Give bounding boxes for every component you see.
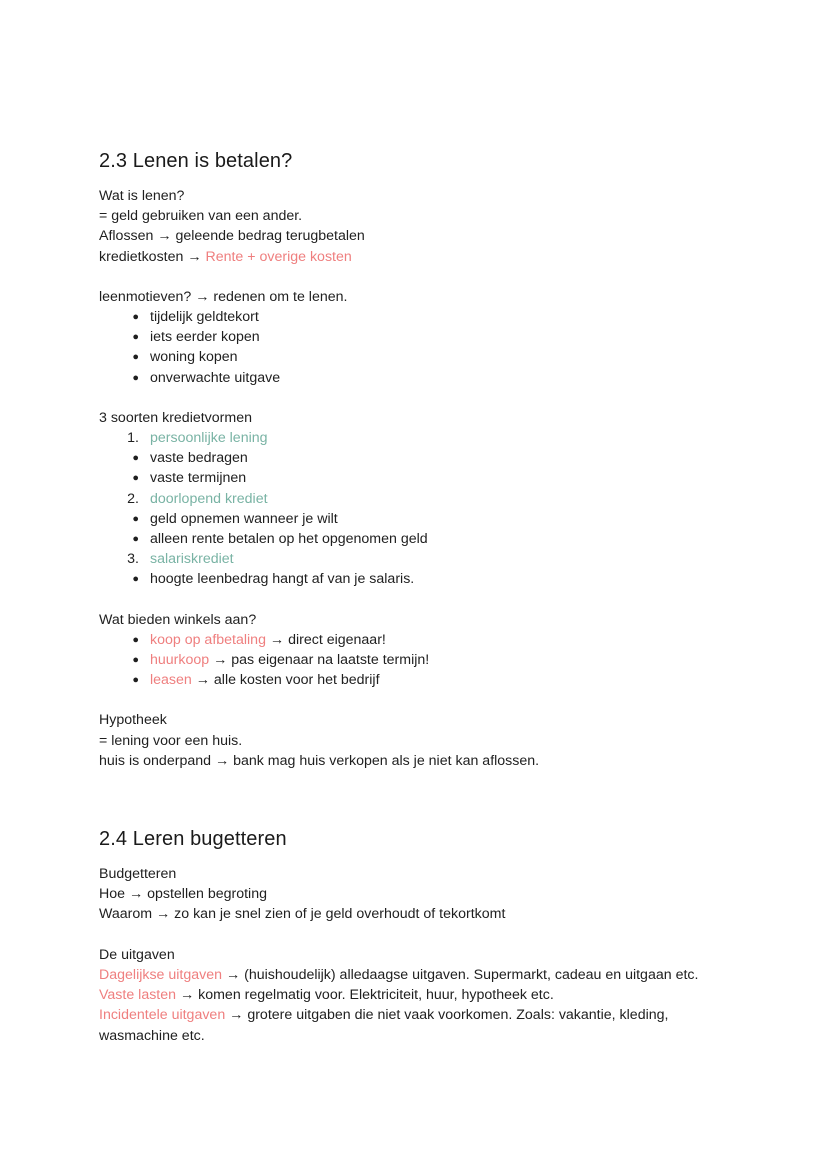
shop-term: huurkoop <box>150 652 210 669</box>
list-item <box>99 529 731 549</box>
bullet-icon: ● <box>132 654 139 667</box>
list-item <box>99 670 731 690</box>
hoe-term: Hoe <box>99 886 129 903</box>
list-item <box>99 569 731 589</box>
expense-description: grotere uitgaben die niet vaak voorkomen. Zoals: vakantie, kleding, wasmachine etc. <box>99 1007 669 1044</box>
list-item-label: vaste bedragen <box>150 450 248 467</box>
bullet-icon: ● <box>132 533 139 546</box>
expense-term: Incidentele uitgaven <box>99 1007 226 1024</box>
list-item <box>99 549 731 569</box>
expense-description: komen regelmatig voor. Elektriciteit, huur, hypotheek etc. <box>198 987 554 1004</box>
list-item-label: tijdelijk geldtekort <box>150 309 259 326</box>
winkels-list <box>99 630 731 691</box>
section-heading-2-4: 2.4 Leren bugetteren <box>99 828 287 851</box>
list-item-label: salariskrediet <box>150 551 234 568</box>
arrow-icon: → <box>156 906 171 923</box>
kredietvormen-lead-text: 3 soorten kredietvormen <box>99 409 252 426</box>
document-body <box>99 148 731 1046</box>
budgetteren-waarom-line <box>99 904 731 924</box>
leenmotieven-definition: redenen om te lenen. <box>209 288 348 305</box>
list-item <box>99 327 731 347</box>
arrow-icon: → <box>179 987 195 1004</box>
uitgaven-dagelijkse-line <box>99 965 731 985</box>
shop-description: direct eigenaar! <box>288 631 386 648</box>
bullet-icon: ● <box>132 512 139 525</box>
list-item-label: geld opnemen wanneer je wilt <box>150 510 338 527</box>
list-item <box>99 630 731 650</box>
kredietkosten-definition: Rente + overige kosten <box>201 248 352 265</box>
number-marker: 1. <box>127 430 139 447</box>
list-item-label: persoonlijke lening <box>150 430 268 447</box>
uitgaven-vaste-lasten-line <box>99 985 731 1005</box>
uitgaven-lead: De uitgaven <box>99 946 175 963</box>
hoe-description: opstellen begroting <box>143 886 267 903</box>
section-heading-2-3: 2.3 Lenen is betalen? <box>99 150 293 172</box>
arrow-icon: → <box>128 886 144 903</box>
arrow-icon: → <box>229 1007 244 1024</box>
bullet-icon: ● <box>132 311 139 324</box>
hypotheek-title: Hypotheek <box>99 712 167 729</box>
waarom-description: zo kan je snel zien of je geld overhoudt of tekortkomt <box>170 906 506 923</box>
list-item <box>99 347 731 367</box>
intro-line-kredietkosten <box>99 247 731 267</box>
expense-description: (huishoudelijk) alledaagse uitgaven. Supermarkt, cadeau en uitgaan etc. <box>244 966 699 983</box>
arrow-icon: → <box>269 631 285 648</box>
list-item-label: woning kopen <box>150 349 238 366</box>
uitgaven-block <box>99 945 731 1046</box>
arrow-icon: → <box>157 228 172 245</box>
bullet-icon: ● <box>132 633 139 646</box>
bullet-icon: ● <box>132 371 139 384</box>
bullet-icon: ● <box>132 674 139 687</box>
onderpand-term: huis is onderpand <box>99 752 215 769</box>
hypotheek-block <box>99 710 731 771</box>
leenmotieven-term: leenmotieven? <box>99 288 196 305</box>
list-item <box>99 368 731 388</box>
aflossen-term: Aflossen <box>99 228 158 245</box>
list-item <box>99 489 731 509</box>
budgetteren-block <box>99 864 731 925</box>
arrow-icon: → <box>195 672 210 689</box>
arrow-icon: → <box>226 966 241 983</box>
hypotheek-onderpand-line <box>99 751 731 771</box>
number-marker: 3. <box>127 551 139 568</box>
onderpand-description: bank mag huis verkopen als je niet kan aflossen. <box>229 752 540 769</box>
list-item-label: doorlopend krediet <box>150 490 268 507</box>
aflossen-definition: geleende bedrag terugbetalen <box>171 228 365 245</box>
list-item <box>99 509 731 529</box>
kredietvormen-list <box>99 428 731 590</box>
shop-description: pas eigenaar na laatste termijn! <box>231 652 430 669</box>
leenmotieven-line <box>99 287 731 307</box>
list-item-label: vaste termijnen <box>150 470 247 487</box>
list-item-label: hoogte leenbedrag hangt af van je salaris. <box>150 571 415 588</box>
bullet-icon: ● <box>132 452 139 465</box>
winkels-lead-text: Wat bieden winkels aan? <box>99 611 257 628</box>
bullet-icon: ● <box>132 351 139 364</box>
kredietkosten-term: kredietkosten <box>99 248 188 265</box>
list-item <box>99 307 731 327</box>
list-item <box>99 468 731 488</box>
leenmotieven-list <box>99 307 731 388</box>
intro-line-definitie: = geld gebruiken van een ander. <box>99 208 303 225</box>
budgetteren-title: Budgetteren <box>99 866 177 883</box>
arrow-icon: → <box>187 248 202 265</box>
arrow-icon: → <box>195 288 210 305</box>
leenmotieven-lead <box>99 287 731 307</box>
budgetteren-hoe-line <box>99 884 731 904</box>
list-item-label: alleen rente betalen op het opgenomen geld <box>150 531 428 548</box>
list-item-label: iets eerder kopen <box>150 329 260 346</box>
bullet-icon: ● <box>132 331 139 344</box>
kredietvormen-lead <box>99 408 731 428</box>
intro-line-aflossen <box>99 226 731 246</box>
shop-term: koop op afbetaling <box>150 631 266 648</box>
arrow-icon: → <box>213 652 228 669</box>
uitgaven-incidentele-line <box>99 1005 731 1045</box>
list-item <box>99 448 731 468</box>
hypotheek-definition: = lening voor een huis. <box>99 732 243 749</box>
arrow-icon: → <box>214 752 230 769</box>
waarom-term: Waarom <box>99 906 157 923</box>
bullet-icon: ● <box>132 472 139 485</box>
shop-term: leasen <box>150 672 192 689</box>
winkels-lead <box>99 610 731 630</box>
list-item <box>99 650 731 670</box>
bullet-icon: ● <box>132 573 139 586</box>
shop-description: alle kosten voor het bedrijf <box>213 672 380 689</box>
expense-term: Dagelijkse uitgaven <box>99 966 223 983</box>
intro-line-wat-is-lenen: Wat is lenen? <box>99 188 185 204</box>
lenen-intro-block <box>99 186 731 267</box>
list-item-label: onverwachte uitgave <box>150 369 281 386</box>
list-item <box>99 428 731 448</box>
number-marker: 2. <box>127 490 139 507</box>
expense-term: Vaste lasten <box>99 987 177 1004</box>
